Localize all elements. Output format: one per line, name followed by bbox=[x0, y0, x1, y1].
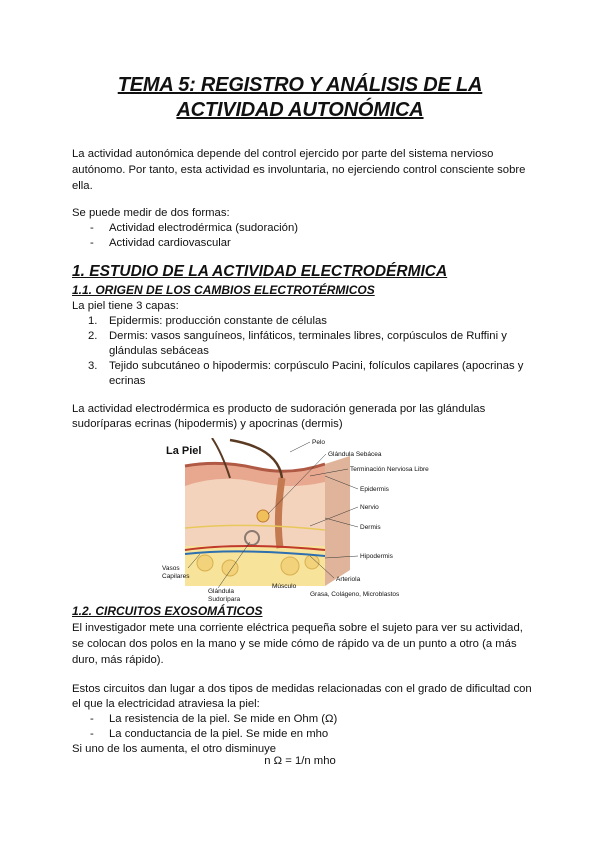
intro-line3: ella. bbox=[72, 180, 93, 192]
layers-lead: La piel tiene 3 capas: bbox=[72, 300, 179, 312]
label-pelo: Pelo bbox=[312, 439, 326, 446]
fat-cell bbox=[197, 555, 213, 571]
layer-item-cont: ecrinas bbox=[109, 375, 146, 387]
eda-para-line1: La actividad electrodérmica es producto de sudoración generada por las glándulas bbox=[72, 403, 486, 415]
section1-heading: 1. ESTUDIO DE LA ACTIVIDAD ELECTRODÉRMICA bbox=[72, 263, 448, 280]
label-vasos: Vasos bbox=[162, 565, 180, 572]
label-capilares: Capilares bbox=[162, 573, 190, 580]
layer-item: Tejido subcutáneo o hipodermis: corpúsculo Pacini, folículos capilares (apocrinas y bbox=[109, 360, 524, 372]
label-arteriola: Arteriola bbox=[336, 576, 361, 583]
skin-diagram bbox=[160, 438, 440, 608]
page-title-line1: TEMA 5: REGISTRO Y ANÁLISIS DE LA bbox=[117, 74, 483, 96]
layer-item: Dermis: vasos sanguíneos, linfáticos, terminales libres, corpúsculos de Ruffini y bbox=[109, 330, 507, 342]
figure-title: La Piel bbox=[166, 445, 202, 457]
measure-item: Actividad electrodérmica (sudoración) bbox=[109, 222, 298, 234]
eda-para-line2: sudoríparas ecrinas (hipodermis) y apocrinas (dermis) bbox=[72, 418, 343, 430]
subsection-1-2-heading: 1.2. CIRCUITOS EXOSOMÁTICOS bbox=[72, 604, 263, 618]
fat-cell bbox=[281, 557, 299, 575]
measure-type-item: La resistencia de la piel. Se mide en Ohm (Ω) bbox=[109, 713, 338, 725]
label-sebacea: Glándula Sebácea bbox=[328, 451, 382, 458]
label-epidermis: Epidermis bbox=[360, 486, 389, 493]
label-dermis: Dermis bbox=[360, 524, 381, 531]
layer-item-cont: glándulas sebáceas bbox=[109, 345, 209, 357]
label-grasa: Grasa, Colágeno, Microblastos bbox=[310, 591, 400, 598]
intro-line1: La actividad autonómica depende del control ejercido por parte del sistema nervioso bbox=[72, 148, 494, 160]
inverse-relation-text: Si uno de los aumenta, el otro disminuye bbox=[72, 743, 277, 755]
layer-item: Epidermis: producción constante de células bbox=[109, 315, 327, 327]
measure-lead: Se puede medir de dos formas: bbox=[72, 207, 230, 219]
list-number: 3. bbox=[88, 360, 98, 372]
hair-follicle bbox=[278, 478, 282, 548]
label-sudoripara: Sudorípara bbox=[208, 596, 241, 603]
label-nervio: Nervio bbox=[360, 504, 379, 511]
label-glandula: Glándula bbox=[208, 588, 235, 595]
list-number: 1. bbox=[88, 315, 98, 327]
measure-type-item: La conductancia de la piel. Se mide en mho bbox=[109, 728, 329, 740]
exo-p1-line3: duro, más rápido). bbox=[72, 654, 164, 666]
list-number: 2. bbox=[88, 330, 98, 342]
page-title-line2: ACTIVIDAD AUTONÓMICA bbox=[176, 99, 424, 121]
label-musculo: Músculo bbox=[272, 583, 297, 590]
exo-p2-line2: el que la electricidad atraviesa la piel: bbox=[72, 698, 260, 710]
bullet-dash: - bbox=[90, 237, 94, 249]
intro-line2: autónomo. Por tanto, esta actividad es involuntaria, no ejerciendo control consciente sobre bbox=[72, 164, 526, 176]
exo-p1-line2: se colocan dos polos en la mano y se mide cómo de rápido va de un punto a otro (a más bbox=[72, 638, 517, 650]
subsection-1-1-heading: 1.1. ORIGEN DE LOS CAMBIOS ELECTROTÉRMICOS bbox=[72, 283, 375, 297]
label-terminacion: Terminación Nerviosa Libre bbox=[350, 466, 429, 473]
exo-p1-line1: El investigador mete una corriente eléctrica pequeña sobre el sujeto para ver su actividad, bbox=[72, 622, 523, 634]
measure-item: Actividad cardiovascular bbox=[109, 237, 231, 249]
bullet-dash: - bbox=[90, 713, 94, 725]
bullet-dash: - bbox=[90, 222, 94, 234]
block-side bbox=[325, 456, 350, 586]
ohm-mho-formula: n Ω = 1/n mho bbox=[264, 755, 336, 767]
label-hipodermis: Hipodermis bbox=[360, 553, 393, 560]
bullet-dash: - bbox=[90, 728, 94, 740]
exo-p2-line1: Estos circuitos dan lugar a dos tipos de medidas relacionadas con el grado de dificultad con bbox=[72, 683, 532, 695]
sebaceous-gland bbox=[257, 510, 269, 522]
